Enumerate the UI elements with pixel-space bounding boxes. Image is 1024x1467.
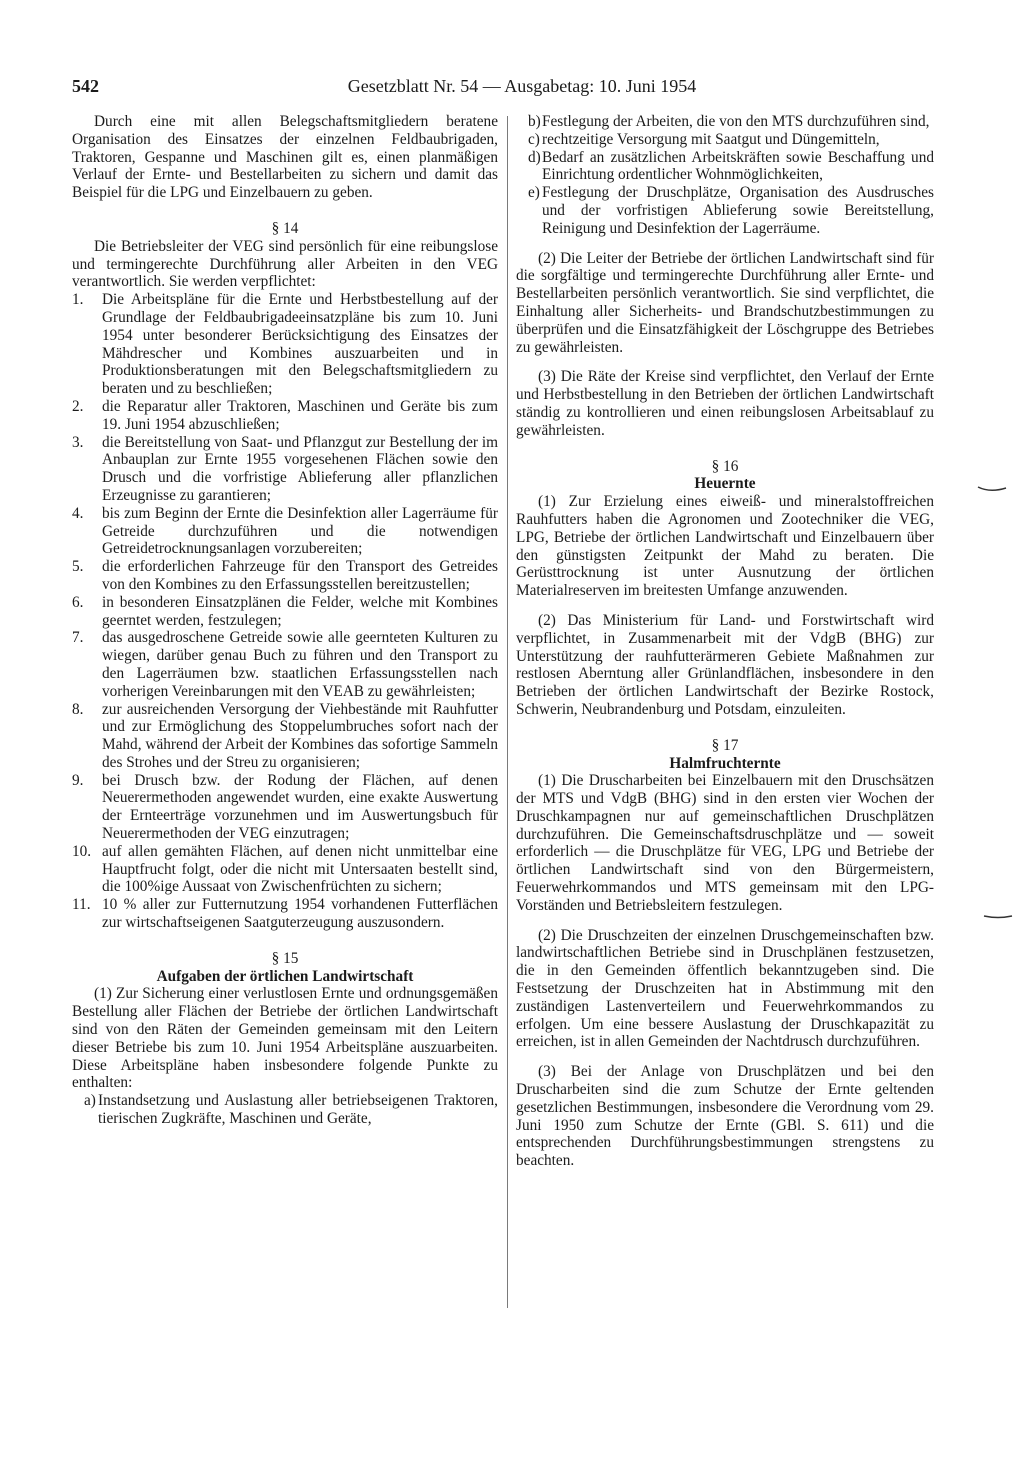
- column-divider: [507, 116, 508, 1308]
- list-item: [72, 434, 498, 505]
- item-text: Die Arbeitspläne für die Ernte und Herbstbestellung auf der Grundlage der Feldbaubrigadeeinsatzpläne bis zum 10. Juni 1954 unter besonderer Berücksichtigung des Einsatzes der Mähdrescher und Kombines auszuarbeiten und in Produktionsberatungen mit den Belegschaftsmitgliedern zu beraten und zu beschließen;: [102, 291, 498, 398]
- right-column: [516, 113, 934, 1170]
- section-16-paragraph-1: (1) Zur Erzielung eines eiweiß- und mineralstoffreichen Rauhfutters haben die Agronomen und Zootechniker die VEG, LPG, Betriebe der örtlichen Landwirtschaft und Einzelbauern über den günstigsten Zeitpunkt der Mahd zu beraten. Die Gerüsttrocknung ist unter Ausnutzung der örtlichen Materialreserven im breitesten Umfange anzuwenden.: [516, 493, 934, 600]
- margin-mark: [976, 484, 1010, 494]
- item-text: die erforderlichen Fahrzeuge für den Transport des Getreides von den Kombines zu den Erfassungsstellen bereitzustellen;: [102, 558, 498, 593]
- item-number: 8.: [72, 700, 84, 718]
- section-14-intro: Die Betriebsleiter der VEG sind persönlich für eine reibungslose und termingerechte Durchführung aller Arbeiten in den VEG verantwortlich. Sie werden verpflichtet:: [72, 237, 498, 291]
- item-number: 6.: [72, 593, 84, 611]
- section-15-title: Aufgaben der örtlichen Landwirtschaft: [156, 967, 414, 985]
- item-number: 11.: [72, 896, 91, 914]
- item-text: bis zum Beginn der Ernte die Desinfektion aller Lagerräume für Getreide durchzuführen und die notwendigen Getreidetrocknungsanlagen vorzubereiten;: [102, 504, 498, 558]
- running-title: Gesetzblatt Nr. 54 — Ausgabetag: 10. Juni 1954: [347, 76, 697, 96]
- item-number: 7.: [72, 629, 84, 647]
- list-item: [516, 131, 934, 149]
- list-item: [72, 629, 498, 700]
- item-text: die Bereitstellung von Saat- und Pflanzgut zur Bestellung der im Anbauplan zur Ernte 1955 vorgesehenen Flächen sowie den Drusch und die vorfristige Ablieferung aller pflanzlichen Erzeugnisse zu garantieren;: [102, 433, 498, 504]
- item-letter: a): [84, 1092, 96, 1110]
- section-15-paragraph-2: (2) Die Leiter der Betriebe der örtlichen Landwirtschaft sind für die sorgfältige und termingerechte Durchführung aller Ernte- und Bestellarbeiten persönlich verantwortlich. Sie sind verpflichtet, die Einhaltung aller Sicherheits- und Brandschutzbestimmungen zu überprüfen und die Einsatzfähigkeit der Löschgruppe des Betriebes zu gewährleisten.: [516, 249, 934, 356]
- item-text: 10 % aller zur Futternutzung 1954 vorhandenen Futterflächen zur wirtschaftseigenen Saatguterzeugung auszusondern.: [102, 896, 498, 932]
- item-letter: e): [528, 184, 540, 202]
- section-17-heading: § 17: [711, 736, 739, 754]
- list-item: [516, 149, 934, 185]
- item-text: zur ausreichenden Versorgung der Viehbestände mit Rauhfutter und zur Ermöglichung des Stoppelumbruches sofort nach der Mahd, während der Arbeit der Kombines das sofortige Sammeln des Strohes und der Streu zu organisieren;: [102, 700, 498, 771]
- item-number: 3.: [72, 433, 84, 451]
- list-item: [72, 558, 498, 594]
- list-item: [516, 113, 934, 131]
- section-15-paragraph-3: (3) Die Räte der Kreise sind verpflichtet, den Verlauf der Ernte und Herbstbestellung in den Betrieben der örtlichen Landwirtschaft ständig zu kontrollieren und einen reibungslosen Arbeitsablauf zu gewährleisten.: [516, 368, 934, 439]
- list-item: [72, 594, 498, 630]
- item-text: rechtzeitige Versorgung mit Saatgut und Düngemitteln,: [542, 130, 880, 148]
- list-item: [72, 772, 498, 843]
- list-item: [72, 291, 498, 398]
- item-number: 9.: [72, 771, 84, 789]
- section-17-title: Halmfruchternte: [669, 754, 781, 772]
- list-item: [516, 184, 934, 237]
- section-14-heading: § 14: [271, 219, 299, 237]
- item-text: Instandsetzung und Auslastung aller betriebseigenen Traktoren, tierischen Zugkräfte, Maschinen und Geräte,: [98, 1092, 498, 1128]
- item-text: Bedarf an zusätzlichen Arbeitskräften sowie Beschaffung und Einrichtung ordentlicher Wohnmöglichkeiten,: [542, 148, 934, 184]
- section-15-list-left: [72, 1092, 498, 1128]
- item-text: in besonderen Einsatzplänen die Felder, welche mit Kombines geerntet werden, festzulegen;: [102, 593, 498, 629]
- item-letter: b): [528, 113, 541, 130]
- list-item: [72, 398, 498, 434]
- item-number: 1.: [72, 291, 84, 309]
- item-number: 10.: [72, 842, 92, 860]
- intro-paragraph: Durch eine mit allen Belegschaftsmitgliedern beratene Organisation des Einsatzes der einzelnen Feldbaubrigaden, Traktoren, Gespanne und Maschinen gilt es, einen planmäßigen Verlauf der Ernte- und Bestellarbeiten zu sichern und damit das Beispiel für die LPG und Einzelbauern zu geben.: [72, 113, 498, 202]
- section-16-heading: § 16: [711, 457, 739, 475]
- section-17-paragraph-3: (3) Bei der Anlage von Druschplätzen und bei den Druscharbeiten sind die zum Schutze der Ernte geltenden gesetzlichen Bestimmungen, insbesondere die Verordnung vom 29. Juni 1950 zum Schutze der Ernte (GBl. S. 611) und die entsprechenden Durchführungsbestimmungen strengstens zu beachten.: [516, 1063, 934, 1170]
- left-column: [72, 113, 498, 1128]
- section-17-paragraph-2: (2) Die Druschzeiten der einzelnen Druschgemeinschaften bzw. landwirtschaftlichen Betriebe sind in Druschplänen festzusetzen, die in den Gemeinden öffentlich bekanntzugeben sind. Die Festsetzung der Druschzeiten hat in Abstimmung mit den zuständigen Lastenverteilern und Feuerwehrkommandos zu erfolgen. Um eine bessere Auslastung der Druschkapazität zu erreichen, ist in allen Gemeinden der Nachtdrusch durchzuführen.: [516, 926, 934, 1051]
- item-letter: c): [528, 130, 540, 148]
- item-letter: d): [528, 148, 541, 166]
- section-14-list: [72, 291, 498, 932]
- item-text: bei Drusch bzw. der Rodung der Flächen, auf denen Neuerermethoden angewendet wurden, eine exakte Auswertung der Ernteerträge vorzunehmen und im Auswertungsbuch für Neuerermethoden der VEG einzutragen;: [102, 771, 498, 843]
- list-item: [72, 896, 498, 932]
- list-item: [72, 505, 498, 558]
- section-16-title: Heuernte: [694, 475, 756, 493]
- item-text: das ausgedroschene Getreide sowie alle geernteten Kulturen zu wiegen, darüber genau Buch zu führen und den Transport zu den Lagerräumen bzw. staatlichen Erfassungsstellen nach vorherigen Vereinbarungen mit den VEAB zu gewährleisten;: [102, 629, 498, 700]
- item-text: auf allen gemähten Flächen, auf denen nicht unmittelbar eine Hauptfrucht folgt, oder die nicht mit Untersaaten bestellt sind, die 100%ige Aussaat von Zwischenfrüchten zu sichern;: [102, 842, 498, 896]
- item-number: 5.: [72, 558, 84, 576]
- list-item: [72, 1092, 498, 1128]
- section-15-list-right: [516, 113, 934, 238]
- item-text: Festlegung der Druschplätze, Organisation des Ausdrusches und der vorfristigen Ablieferung sowie Bereitstellung, Reinigung und Desinfektion der Lagerräume.: [542, 184, 934, 237]
- list-item: [72, 843, 498, 896]
- item-number: 2.: [72, 397, 84, 415]
- list-item: [72, 701, 498, 772]
- item-number: 4.: [72, 504, 84, 522]
- section-16-paragraph-2: (2) Das Ministerium für Land- und Forstwirtschaft wird verpflichtet, in Zusammenarbeit mit der VdgB (BHG) zur Unterstützung der rauhfutterärmeren Gebiete Maßnahmen zur restlosen Aberntung aller Grünlandflächen, insbesondere in den Betrieben der örtlichen Landwirtschaft der Bezirke Rostock, Schwerin, Neubrandenburg und Potsdam, einzuleiten.: [516, 611, 934, 718]
- section-15-heading: § 15: [271, 949, 299, 967]
- page-header: [72, 76, 936, 97]
- item-text: die Reparatur aller Traktoren, Maschinen und Geräte bis zum 19. Juni 1954 abzuschließen;: [102, 397, 498, 433]
- section-15-paragraph-1: (1) Zur Sicherung einer verlustlosen Ernte und ordnungsgemäßen Bestellung aller Flächen der Betriebe der örtlichen Landwirtschaft sind von den Räten der Gemeinden gemeinsam mit den Leitern dieser Betriebe bis zum 10. Juni 1954 Arbeitspläne auszuarbeiten. Diese Arbeitspläne haben insbesondere folgende Punkte zu enthalten:: [72, 985, 498, 1092]
- item-text: Festlegung der Arbeiten, die von den MTS durchzuführen sind,: [542, 113, 930, 130]
- section-17-paragraph-1: (1) Die Druscharbeiten bei Einzelbauern mit den Druschsätzen der MTS und VdgB (BHG) sind in den ersten vier Wochen der Druschkampagnen nur auf gemeinschaftlichen Druschplätzen durchzuführen. Die Gemeinschaftsdruschplätze und — soweit erforderlich — die Druschplätze für VEG, LPG und Betriebe der örtlichen Landwirtschaft sind von den Bürgermeistern, Feuerwehrkommandos und MTS gemeinsam mit den LPG-Vorständen und Betriebsleitern festzulegen.: [516, 772, 934, 914]
- page-number: 542: [72, 76, 99, 96]
- margin-mark: [982, 912, 1016, 922]
